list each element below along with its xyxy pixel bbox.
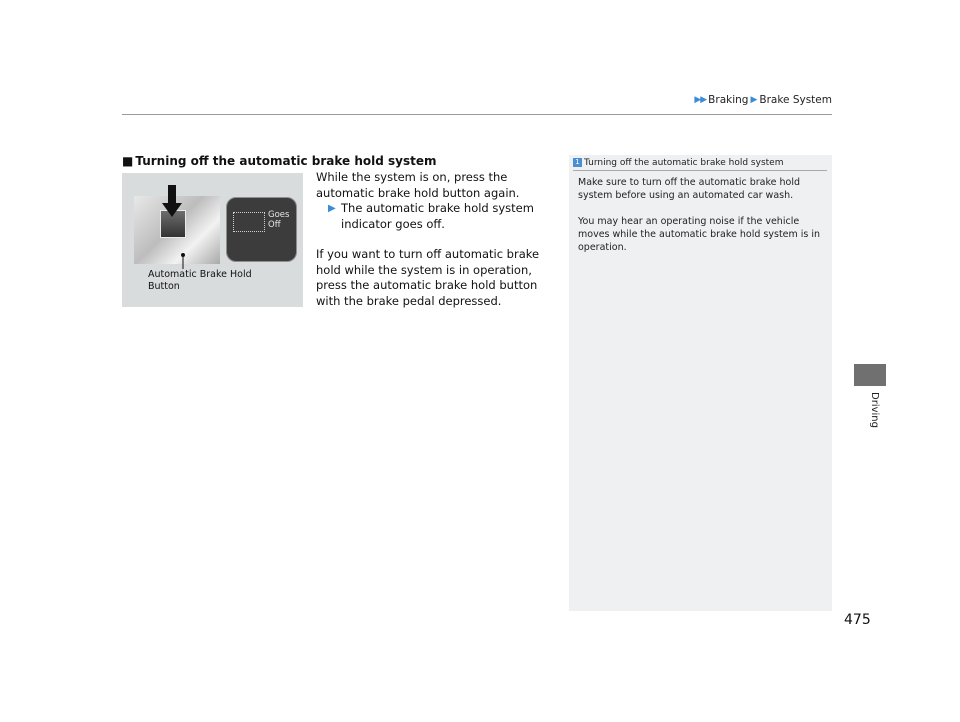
sidebar-title-text: Turning off the automatic brake hold system <box>584 158 784 168</box>
caption-leader-line <box>180 253 186 269</box>
reference-number-badge: 1 <box>573 158 582 167</box>
sidebar-title <box>573 158 827 171</box>
brake-hold-illustration <box>122 173 303 307</box>
instruction-paragraph-2: If you want to turn off automatic brake hold while the system is in operation, press the automatic brake hold button with the brake pedal depressed. <box>316 247 540 308</box>
section-body <box>316 170 556 309</box>
result-bullet-text: The automatic brake hold system indicator goes off. <box>341 201 534 231</box>
paragraph-spacer <box>316 232 556 247</box>
sidebar-note-car-wash: Make sure to turn off the automatic brake hold system before using an automated car wash. <box>578 177 800 201</box>
illustration-caption: Automatic Brake Hold Button <box>148 269 252 292</box>
chapter-tab[interactable] <box>854 364 886 386</box>
page-number: 475 <box>844 612 871 628</box>
square-bullet-icon: ■ <box>122 154 134 168</box>
press-arrow-icon <box>160 185 184 219</box>
breadcrumb-item-braking[interactable]: Braking <box>708 94 749 106</box>
result-bullet <box>328 201 556 232</box>
sidebar-note-operating-noise: You may hear an operating noise if the vehicle moves while the automatic brake hold system is in operation. <box>578 216 821 253</box>
section-heading-text: Turning off the automatic brake hold system <box>135 154 437 168</box>
indicator-status-text: Goes Off <box>268 210 290 230</box>
indicator-light-icon <box>233 212 265 232</box>
breadcrumb-item-brake-system[interactable]: Brake System <box>759 94 832 106</box>
arrow-right-icon: ▶ <box>750 95 758 105</box>
instrument-panel <box>226 197 297 262</box>
header-divider <box>122 114 832 115</box>
double-arrow-icon: ▶▶ <box>694 95 707 105</box>
section-heading <box>122 154 436 168</box>
chapter-tab-label: Driving <box>869 392 880 428</box>
instruction-paragraph: While the system is on, press the automatic brake hold button again. <box>316 170 520 200</box>
breadcrumb <box>694 94 832 106</box>
result-arrow-icon: ▶ <box>328 203 336 214</box>
notes-sidebar <box>569 155 832 611</box>
